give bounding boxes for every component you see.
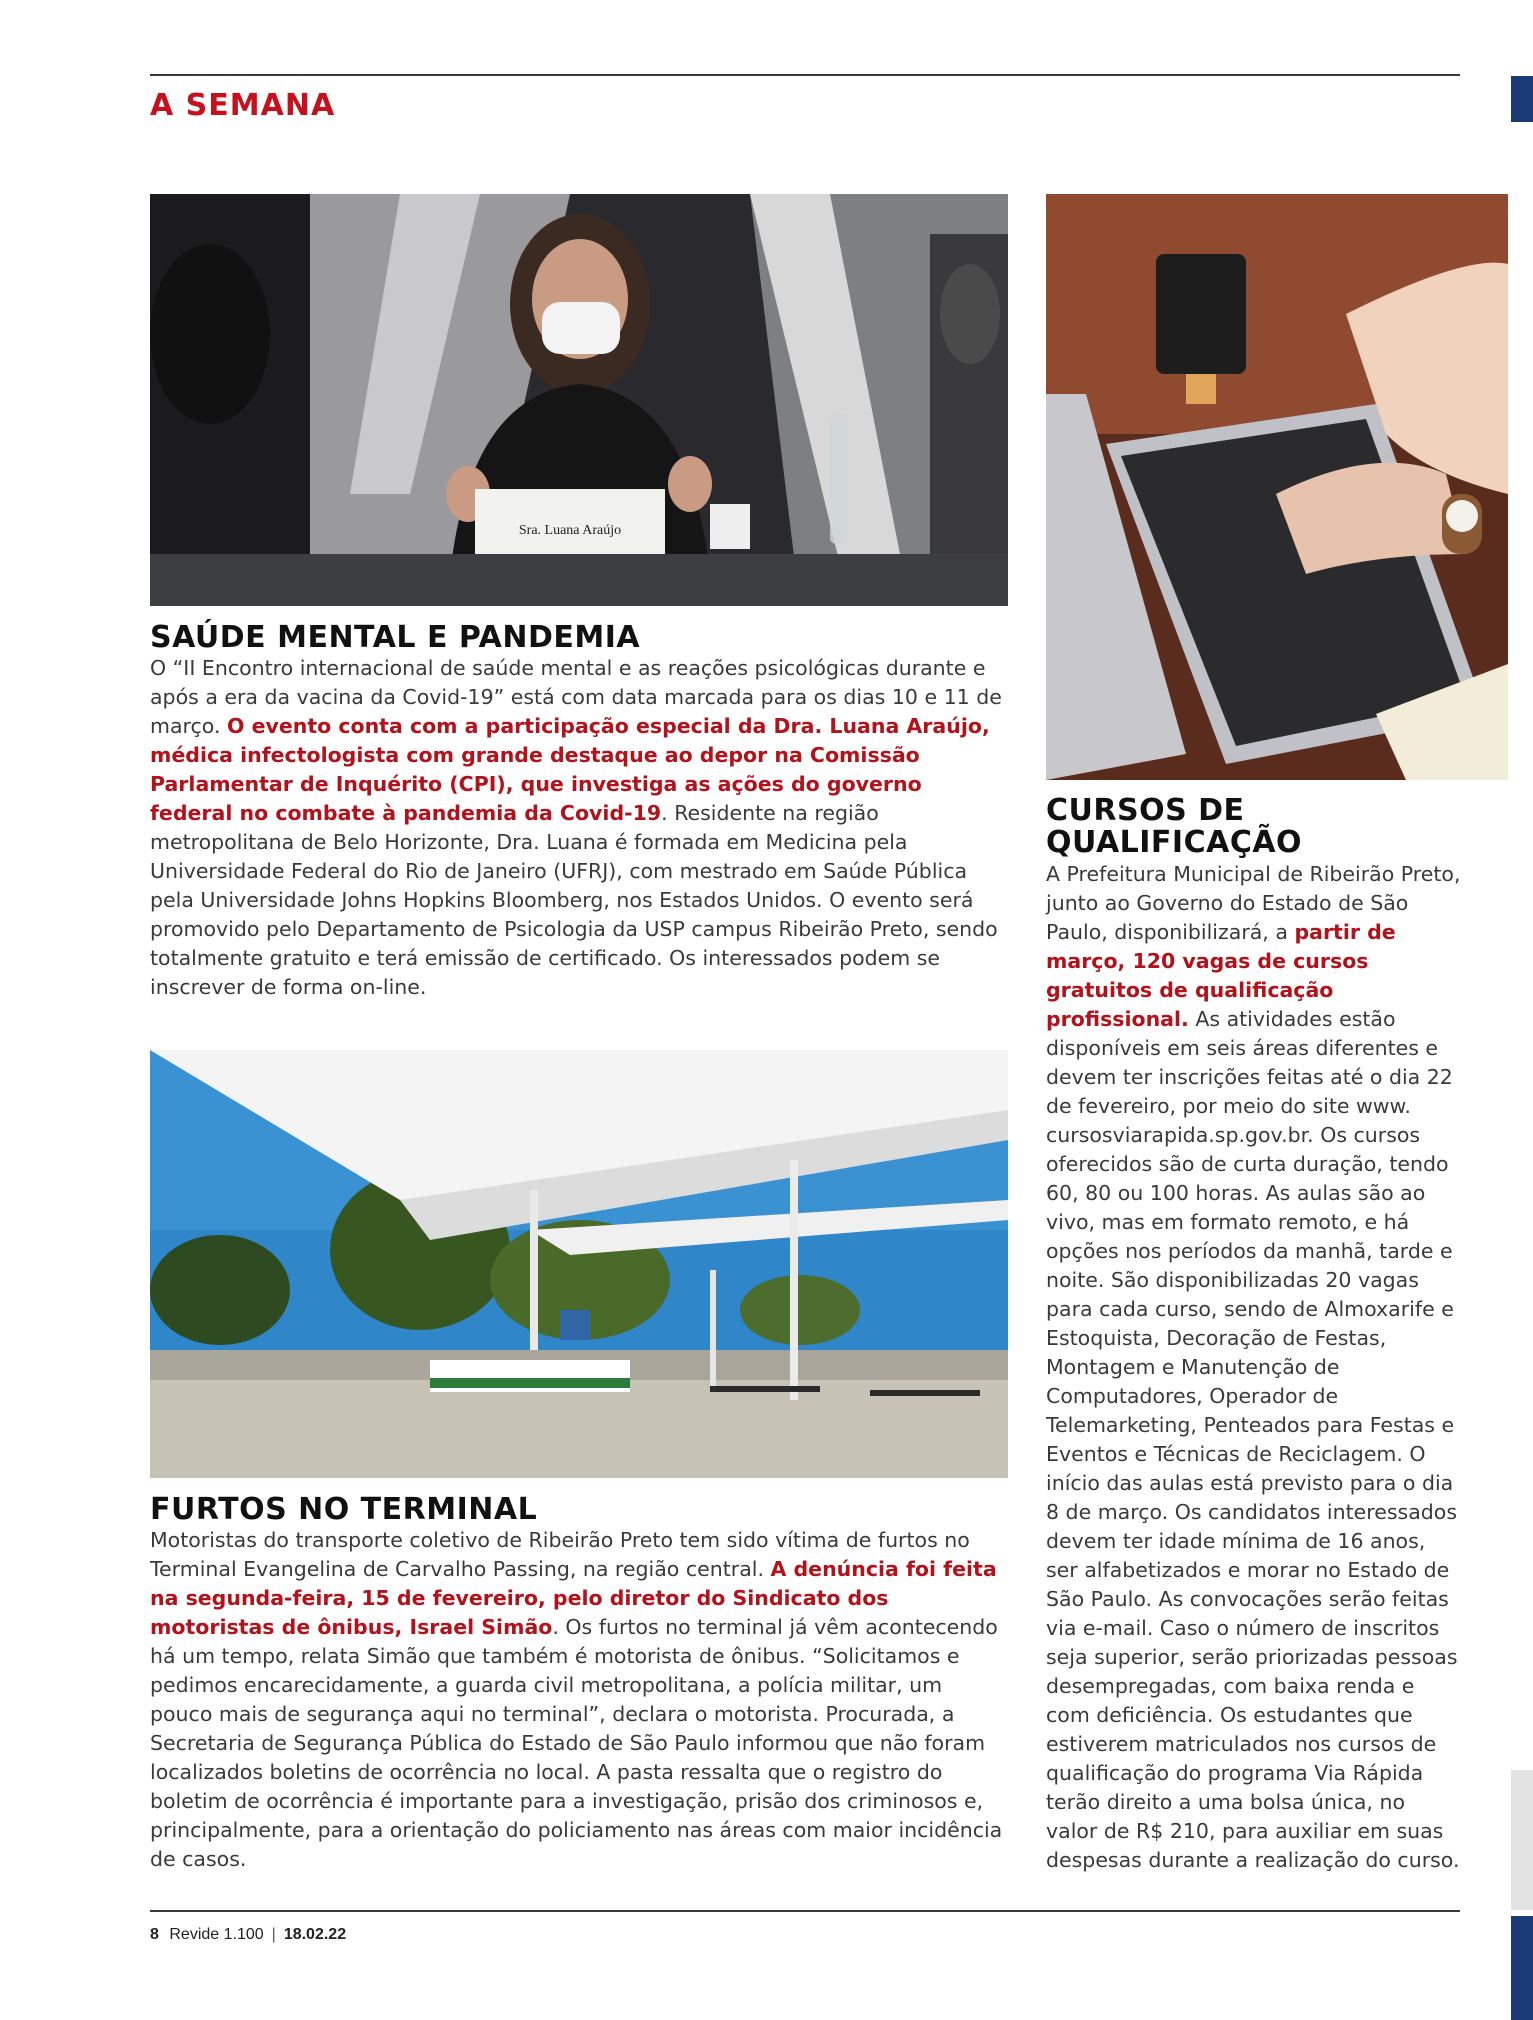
body-furtos-intro: Motoristas do transporte coletivo de Ribeirão Preto tem sido vítima de furtos no Terminal Evangelina de Carvalho Passing, na região central. (150, 1528, 970, 1581)
photo-bus-terminal (150, 1050, 1008, 1478)
page-number: 8 (150, 1926, 159, 1943)
headline-saude: SAÚDE MENTAL E PANDEMIA (150, 620, 641, 655)
headline-furtos: FURTOS NO TERMINAL (150, 1492, 538, 1527)
bottom-rule (150, 1910, 1460, 1912)
footer-separator: | (271, 1926, 276, 1943)
body-saude-highlight: O evento conta com a participação especial da Dra. Luana Araújo, médica infectologista com grande destaque ao depor na Comissão Parlamentar de Inquérito (CPI), que investiga as ações do governo federal no combate à pandemia da Covid-19 (150, 714, 990, 825)
body-furtos-highlight: A denúncia foi feita na segunda-feira, 15 de fevereiro, pelo diretor do Sindicato dos motoristas de ônibus, Israel Simão (150, 1557, 997, 1639)
photo-covid-hearing (150, 194, 1008, 606)
magazine-issue: Revide 1.100 (169, 1926, 264, 1943)
issue-date: 18.02.22 (283, 1926, 347, 1943)
body-furtos-rest: . Os furtos no terminal já vêm acontecendo há um tempo, relata Simão que também é motorista de ônibus. “Solicitamos e pedimos encarecidamente, a guarda civil metropolitana, a polícia militar, um pouco mais de segurança aqui no terminal”, declara o motorista. Procurada, a Secretaria de Segurança Pública do Estado de São Paulo informou que não foram localizados boletins de ocorrência no local. A pasta ressalta que o registro do boletim de ocorrência é importante para a investigação, prisão dos criminosos e, principalmente, para a orientação do policiamento nas áreas com maior incidência de casos. (150, 1615, 1003, 1871)
side-tab-grey (1511, 1770, 1533, 1910)
section-title: A SEMANA (150, 88, 336, 123)
body-cursos-rest: As atividades estão disponíveis em seis áreas diferentes e devem ter inscrições feitas até o dia 22 de fevereiro, por meio do site www. cursosviarapida.sp.gov.br. Os cursos oferecidos são de curta duração, tendo 60, 80 ou 100 horas. As aulas são ao vivo, mas em formato remoto, e há opções nos períodos da manhã, tarde e noite. São disponibilizadas 20 vagas para cada curso, sendo de Almoxarife e Estoquista, Decoração de Festas, Montagem e Manutenção de Computadores, Operador de Telemarketing, Penteados para Festas e Eventos e Técnicas de Reciclagem. O início das aulas está previsto para o dia 8 de março. Os candidatos interessados devem ter idade mínima de 16 anos, ser alfabetizados e morar no Estado de São Paulo. As convocações serão feitas via e-mail. Caso o número de inscritos seja superior, serão priorizadas pessoas desempregadas, com baixa renda e com deficiência. Os estudantes que estiverem matriculados nos cursos de qualificação do programa Via Rápida terão direito a uma bolsa única, no valor de R$ 210, para auxiliar em suas despesas durante a realização do curso. (1046, 1007, 1460, 1872)
body-saude-intro: O “II Encontro internacional de saúde mental e as reações psicológicas durante e após a era da vacina da Covid-19” está com data marcada para os dias 10 e 11 de março. (150, 656, 1002, 738)
body-cursos-intro: A Prefeitura Municipal de Ribeirão Preto, junto ao Governo do Estado de São Paulo, disponibilizará, a (1046, 862, 1461, 944)
page-footer (150, 1926, 346, 1944)
side-tab-bottom (1511, 1916, 1533, 2020)
top-rule (150, 74, 1460, 76)
side-tab-top (1511, 76, 1533, 122)
body-cursos-highlight: partir de março, 120 vagas de cursos gratuitos de qualificação profissional. (1046, 920, 1396, 1031)
body-cursos (1046, 860, 1461, 1875)
body-furtos (150, 1526, 1005, 1874)
nameplate-text: Sra. Luana Araújo (518, 523, 622, 538)
body-saude-rest: . Residente na região metropolitana de Belo Horizonte, Dra. Luana é formada em Medicina pela Universidade Federal do Rio de Janeiro (UFRJ), com mestrado em Saúde Pública pela Universidade Johns Hopkins Bloomberg, nos Estados Unidos. O evento será promovido pelo Departamento de Psicologia da USP campus Ribeirão Preto, sendo totalmente gratuito e terá emissão de certificado. Os interessados podem se inscrever de forma on-line. (150, 801, 998, 999)
headline-cursos: CURSOS DE QUALIFICAÇÃO (1046, 793, 1303, 860)
photo-laptop (1046, 194, 1508, 780)
body-saude (150, 654, 1005, 1002)
